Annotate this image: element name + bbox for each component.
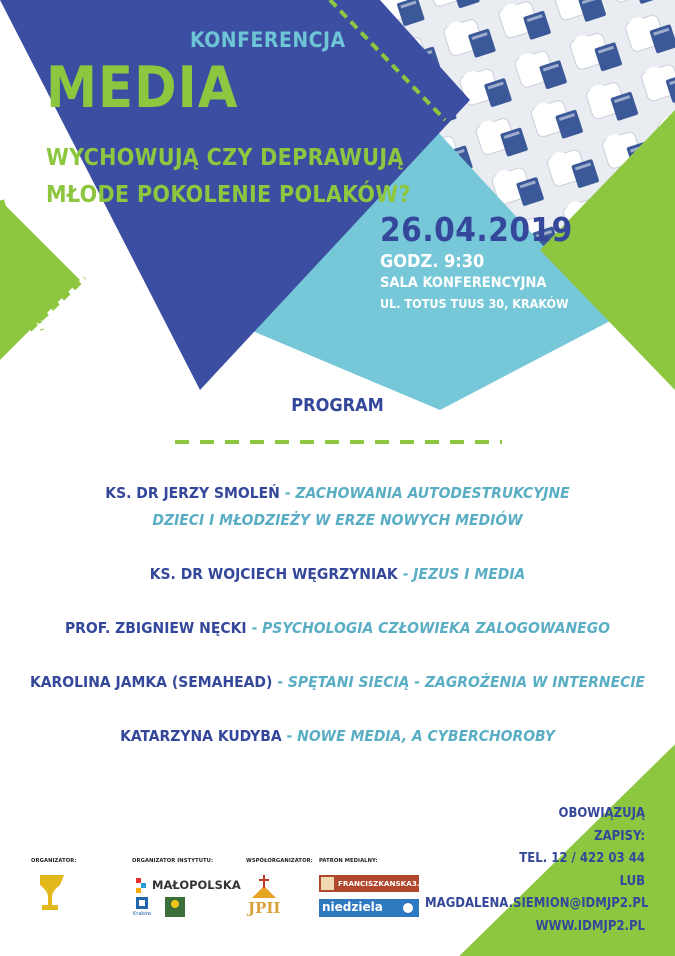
event-time: GODZ. 9:30 bbox=[380, 251, 485, 272]
event-venue: SALA KONFERENCYJNA bbox=[380, 275, 547, 291]
media-patron-label: PATRON MEDIALNY: bbox=[319, 858, 378, 864]
coorganizer-label: WSPÓŁORGANIZATOR: bbox=[246, 858, 313, 864]
program-item bbox=[0, 565, 675, 583]
talk-title: NOWE MEDIA, A CYBERCHOROBY bbox=[297, 727, 555, 745]
organizer-institute-label: ORGANIZATOR INSTYTUTU: bbox=[132, 858, 214, 864]
separator: - bbox=[397, 565, 414, 583]
contact-or: LUB bbox=[619, 873, 645, 889]
malopolska-wordmark: MAŁOPOLSKA bbox=[152, 878, 241, 892]
program-heading: PROGRAM bbox=[291, 395, 384, 416]
krakow-wordmark: Kraków bbox=[133, 911, 152, 917]
contact-email[interactable]: MAGDALENA.SIEMION@IDMJP2.PL bbox=[425, 896, 649, 911]
event-date: 26.04.2019 bbox=[380, 210, 573, 249]
niedziela-wordmark: niedziela bbox=[322, 900, 383, 914]
contact-line1: OBOWIĄZUJĄ bbox=[558, 806, 645, 821]
program-item bbox=[0, 673, 675, 691]
contact-website[interactable]: WWW.IDMJP2.PL bbox=[535, 918, 645, 934]
green-left-shape bbox=[0, 200, 80, 360]
program-item-continuation bbox=[0, 511, 675, 529]
separator: - bbox=[281, 727, 298, 745]
contact-phone: TEL. 12 / 422 03 44 bbox=[519, 851, 645, 866]
speaker-name: KS. DR WOJCIECH WĘGRZYNIAK bbox=[149, 565, 398, 583]
conference-title: MEDIA bbox=[46, 55, 239, 121]
talk-title: ZACHOWANIA AUTODESTRUKCYJNE bbox=[295, 484, 570, 502]
conference-kicker: KONFERENCJA bbox=[190, 28, 346, 52]
contact-line2: ZAPISY: bbox=[594, 828, 645, 844]
talk-title: PSYCHOLOGIA CZŁOWIEKA ZALOGOWANEGO bbox=[262, 619, 611, 637]
speaker-name: KAROLINA JAMKA (SEMAHEAD) bbox=[29, 673, 273, 691]
program-item bbox=[0, 619, 675, 637]
talk-title-line2: DZIECI I MŁODZIEŻY W ERZE NOWYCH MEDIÓW bbox=[152, 511, 523, 529]
organizer-label: ORGANIZATOR: bbox=[31, 858, 77, 864]
franciszkanska-wordmark: FRANCISZKANSKA3.PL bbox=[338, 879, 430, 888]
separator: - bbox=[279, 484, 296, 502]
contact-block bbox=[425, 803, 649, 938]
speaker-name: KS. DR JERZY SMOLEŃ bbox=[105, 484, 280, 502]
talk-title: SPĘTANI SIECIĄ - ZAGROŻENIA W INTERNECIE bbox=[287, 673, 646, 691]
jp2-wordmark: JPII bbox=[248, 899, 281, 917]
separator: - bbox=[272, 673, 288, 691]
talk-title: JEZUS I MEDIA bbox=[413, 565, 526, 583]
organizer-logo bbox=[40, 875, 64, 910]
speaker-name: KATARZYNA KUDYBA bbox=[120, 727, 282, 745]
program-item bbox=[0, 727, 675, 745]
conference-subtitle-line1: WYCHOWUJĄ CZY DEPRAWUJĄ bbox=[46, 145, 404, 171]
jp2-logo bbox=[252, 875, 276, 898]
speaker-name: PROF. ZBIGNIEW NĘCKI bbox=[64, 619, 247, 637]
event-address: UL. TOTUS TUUS 30, KRAKÓW bbox=[380, 296, 569, 311]
separator: - bbox=[246, 619, 263, 637]
conference-subtitle-line2: MŁODE POKOLENIE POLAKÓW? bbox=[46, 182, 411, 208]
program-item bbox=[0, 484, 675, 502]
